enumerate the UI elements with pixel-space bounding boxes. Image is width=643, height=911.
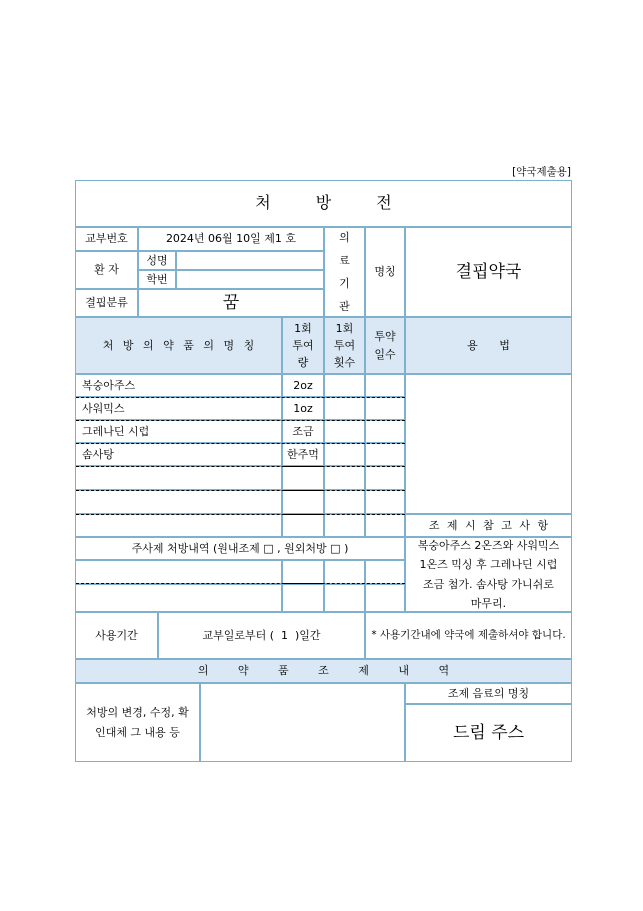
category-label: 결핍분류 [75,289,138,317]
drug-row-name[interactable] [75,490,282,514]
row-divider [76,420,405,421]
change-value[interactable] [200,683,405,762]
row-divider [76,583,405,584]
inst-char: 관 [339,300,350,313]
issue-no-label: 교부번호 [75,227,138,251]
dose-once-header: 1회 투여 량 [282,317,324,374]
drug-row-times[interactable] [324,397,365,420]
injection-row[interactable] [324,560,365,584]
drug-row-name[interactable] [75,514,282,537]
drug-row-dose[interactable]: 조금 [282,420,324,443]
period-note: * 사용기간내에 약국에 제출하셔야 합니다. [365,612,572,659]
name-label: 성명 [138,251,176,270]
period-value[interactable]: 교부일로부터 ( 1 )일간 [158,612,365,659]
inst-char: 기 [339,277,350,290]
row-divider [76,514,405,515]
injection-row[interactable] [324,584,365,612]
name-field[interactable] [176,251,324,270]
row-divider [76,466,405,467]
drug-row-name[interactable]: 솜사탕 [75,443,282,466]
issue-no-value[interactable]: 2024년 06월 10일 제1 호 [138,227,324,251]
drug-row-dose[interactable]: 2oz [282,374,324,397]
drug-name-header: 처 방 의 약 품 의 명 칭 [75,317,282,374]
drug-row-times[interactable] [324,374,365,397]
injection-row[interactable] [75,584,282,612]
form-title [75,180,572,227]
drink-header: 조제 음료의 명칭 [405,683,572,704]
injection-row[interactable] [365,560,405,584]
drug-row-days[interactable] [365,443,405,466]
change-label: 처방의 변경, 수정, 확 인대체 그 내용 등 [75,683,200,762]
row-divider [282,583,324,584]
pharmacy-name-label: 명칭 [365,227,405,317]
drug-row-dose[interactable]: 1oz [282,397,324,420]
student-no-field[interactable] [176,270,324,289]
row-divider [282,466,324,467]
copy-label: [약국제출용] [512,166,571,178]
drug-row-days[interactable] [365,490,405,514]
row-divider [76,397,405,398]
usage-value[interactable] [405,374,572,514]
drug-row-days[interactable] [365,374,405,397]
institution-label [324,227,365,317]
injection-row[interactable] [282,560,324,584]
title-text: 처 방 전 [255,193,392,213]
period-label: 사용기간 [75,612,158,659]
row-divider [76,490,405,491]
pharmacy-name-value[interactable]: 결핍약국 [405,227,572,317]
drug-row-name[interactable]: 사워믹스 [75,397,282,420]
drug-row-name[interactable]: 그레나딘 시럽 [75,420,282,443]
drug-row-days[interactable] [365,514,405,537]
drug-row-dose[interactable] [282,466,324,490]
days-header: 투약 일수 [365,317,405,374]
injection-row[interactable] [365,584,405,612]
drug-row-times[interactable] [324,466,365,490]
injection-label: 주사제 처방내역 (원내조제 □ , 원외처방 □ ) [75,537,405,560]
usage-header: 용 법 [405,317,572,374]
notes-text[interactable]: 복숭아주스 2온즈와 사워믹스 1온즈 믹싱 후 그레나딘 시럽 조금 첨가. 솜사탕 가니쉬로 마무리. [405,537,572,612]
drug-row-times[interactable] [324,443,365,466]
drug-row-days[interactable] [365,397,405,420]
inst-char: 의 [339,231,350,244]
drink-value[interactable]: 드림 주스 [405,704,572,762]
category-value[interactable]: 꿈 [138,289,324,317]
drug-row-times[interactable] [324,420,365,443]
student-no-label: 학번 [138,270,176,289]
drug-row-dose[interactable]: 한주먹 [282,443,324,466]
drug-row-times[interactable] [324,490,365,514]
injection-row[interactable] [282,584,324,612]
inst-char: 료 [339,254,350,267]
drug-row-days[interactable] [365,466,405,490]
row-divider [282,514,324,515]
drug-row-days[interactable] [365,420,405,443]
drug-row-dose[interactable] [282,490,324,514]
notes-header: 조 제 시 참 고 사 항 [405,514,572,537]
row-divider [76,443,405,444]
patient-label: 환 자 [75,251,138,289]
injection-row[interactable] [75,560,282,584]
drug-row-dose[interactable] [282,514,324,537]
drug-row-name[interactable] [75,466,282,490]
compound-header: 의 약 품 조 제 내 역 [75,659,572,683]
row-divider [282,490,324,491]
dose-times-header: 1회 투여 횟수 [324,317,365,374]
drug-row-times[interactable] [324,514,365,537]
drug-row-name[interactable]: 복숭아주스 [75,374,282,397]
